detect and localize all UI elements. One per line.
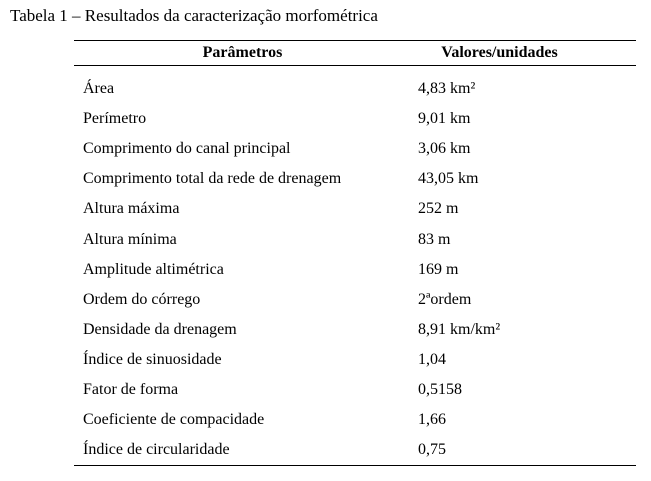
value-cell: 1,04 (418, 350, 446, 368)
parameter-cell: Altura mínima (83, 230, 177, 248)
value-cell: 1,66 (418, 411, 446, 429)
value-cell: 252 m (418, 200, 459, 218)
parameter-cell: Ordem do córrego (83, 290, 201, 308)
parameter-cell: Amplitude altimétrica (83, 260, 224, 278)
parameter-cell: Comprimento total da rede de drenagem (83, 170, 342, 188)
table-row (74, 164, 636, 194)
table-row (74, 255, 636, 285)
table-bottom-rule (74, 465, 636, 466)
value-cell: 8,91 km/km² (418, 320, 501, 338)
table-row (74, 345, 636, 375)
header-parameters: Parâmetros (202, 44, 283, 61)
table-row (74, 315, 636, 345)
morphometric-table (74, 40, 636, 466)
value-cell: 0,75 (418, 441, 446, 459)
value-cell: 9,01 km (418, 110, 471, 128)
value-cell: 0,5158 (418, 380, 462, 398)
parameter-cell: Área (83, 80, 115, 98)
parameter-cell: Perímetro (83, 110, 147, 128)
parameter-cell: Fator de forma (83, 380, 179, 398)
table-row (74, 134, 636, 164)
value-cell: 169 m (418, 260, 459, 278)
parameter-cell: Índice de sinuosidade (83, 350, 222, 368)
table-row (74, 435, 636, 465)
parameter-cell: Densidade da drenagem (83, 320, 237, 338)
parameter-cell: Coeficiente de compacidade (83, 411, 265, 429)
table-body (74, 66, 636, 465)
parameter-cell: Índice de circularidade (83, 441, 230, 459)
value-cell: 3,06 km (418, 140, 471, 158)
table-row (74, 194, 636, 224)
header-values-units: Valores/unidades (441, 44, 558, 61)
table-row (74, 74, 636, 104)
value-cell: 43,05 km (418, 170, 479, 188)
table-row (74, 224, 636, 254)
table-row (74, 375, 636, 405)
parameter-cell: Comprimento do canal principal (83, 140, 291, 158)
table-row (74, 285, 636, 315)
value-cell: 2ªordem (418, 290, 472, 308)
parameter-cell: Altura máxima (83, 200, 180, 218)
table-row (74, 405, 636, 435)
table-header-row (74, 41, 636, 65)
value-cell: 83 m (418, 230, 451, 248)
table-caption: Tabela 1 – Resultados da caracterização morfométrica (10, 6, 378, 25)
table-row (74, 104, 636, 134)
value-cell: 4,83 km² (418, 80, 476, 98)
